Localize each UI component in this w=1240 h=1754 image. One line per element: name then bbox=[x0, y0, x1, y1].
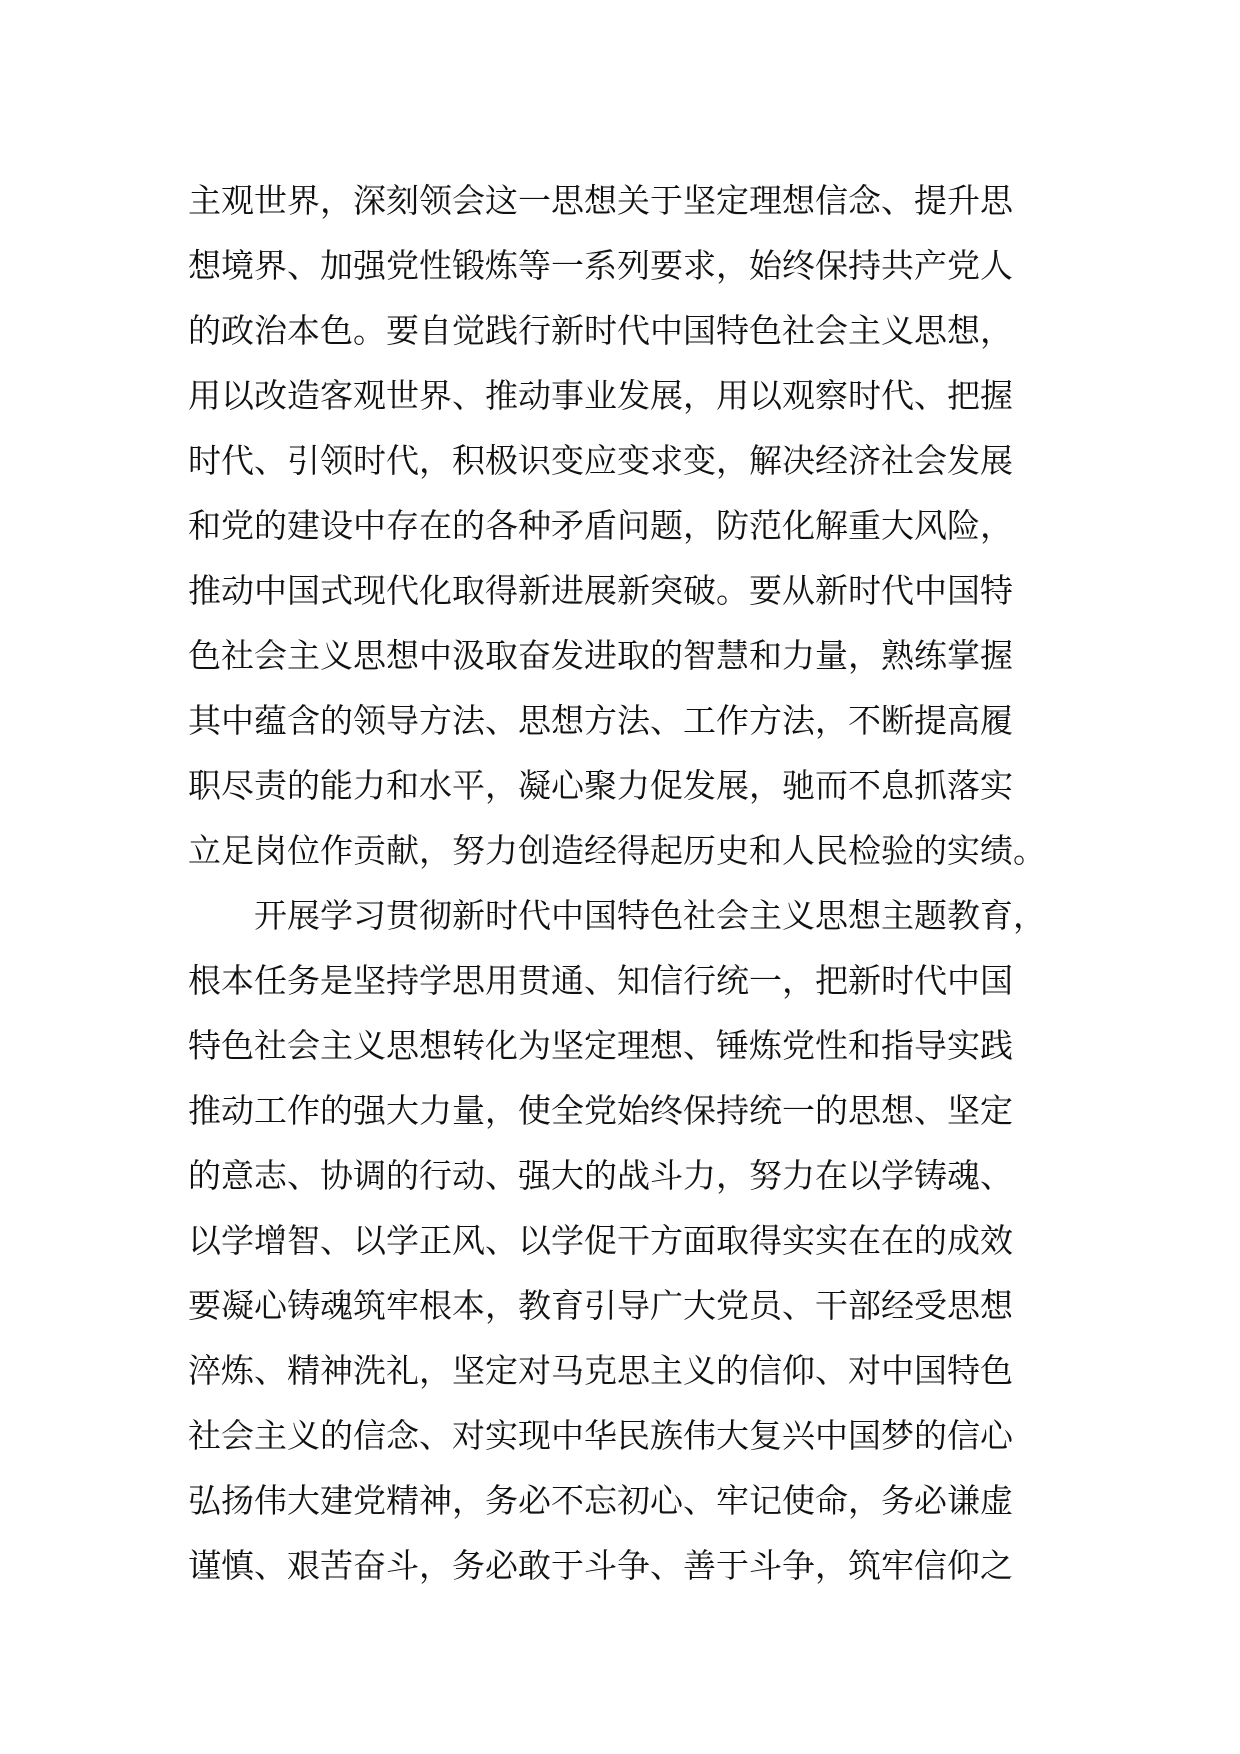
text-line: 淬炼、精神洗礼，坚定对马克思主义的信仰、对中国特色 bbox=[188, 1351, 1013, 1390]
text-line: 特色社会主义思想转化为坚定理想、锤炼党性和指导实践 bbox=[188, 1026, 1013, 1065]
text-line: 色社会主义思想中汲取奋发进取的智慧和力量，熟练掌握 bbox=[188, 636, 1013, 675]
text-line: 推动中国式现代化取得新进展新突破。要从新时代中国特 bbox=[188, 571, 1013, 610]
text-line: 要凝心铸魂筑牢根本，教育引导广大党员、干部经受思想 bbox=[188, 1286, 1013, 1325]
text-line: 社会主义的信念、对实现中华民族伟大复兴中国梦的信心 bbox=[188, 1416, 1013, 1455]
paragraph-first-line: 开展学习贯彻新时代中国特色社会主义思想主题教育， bbox=[254, 896, 1046, 935]
text-line: 主观世界，深刻领会这一思想关于坚定理想信念、提升思 bbox=[188, 181, 1013, 220]
text-line: 谨慎、艰苦奋斗，务必敢于斗争、善于斗争，筑牢信仰之 bbox=[188, 1546, 1013, 1585]
document-body bbox=[188, 168, 1088, 1598]
text-line: 时代、引领时代，积极识变应变求变，解决经济社会发展 bbox=[188, 441, 1013, 480]
text-line: 弘扬伟大建党精神，务必不忘初心、牢记使命，务必谦虚 bbox=[188, 1481, 1013, 1520]
text-line: 和党的建设中存在的各种矛盾问题，防范化解重大风险， bbox=[188, 506, 1013, 545]
text-line: 职尽责的能力和水平，凝心聚力促发展，驰而不息抓落实 bbox=[188, 766, 1013, 805]
text-line: 以学增智、以学正风、以学促干方面取得实实在在的成效 bbox=[188, 1221, 1013, 1260]
text-line: 用以改造客观世界、推动事业发展，用以观察时代、把握 bbox=[188, 376, 1013, 415]
text-line: 想境界、加强党性锻炼等一系列要求，始终保持共产党人 bbox=[188, 246, 1013, 285]
text-line: 根本任务是坚持学思用贯通、知信行统一，把新时代中国 bbox=[188, 961, 1013, 1000]
text-line: 推动工作的强大力量，使全党始终保持统一的思想、坚定 bbox=[188, 1091, 1013, 1130]
text-line: 的政治本色。要自觉践行新时代中国特色社会主义思想， bbox=[188, 311, 1013, 350]
text-line: 其中蕴含的领导方法、思想方法、工作方法，不断提高履 bbox=[188, 701, 1013, 740]
text-line: 立足岗位作贡献，努力创造经得起历史和人民检验的实绩。 bbox=[188, 831, 1046, 870]
text-line: 的意志、协调的行动、强大的战斗力，努力在以学铸魂、 bbox=[188, 1156, 1013, 1195]
